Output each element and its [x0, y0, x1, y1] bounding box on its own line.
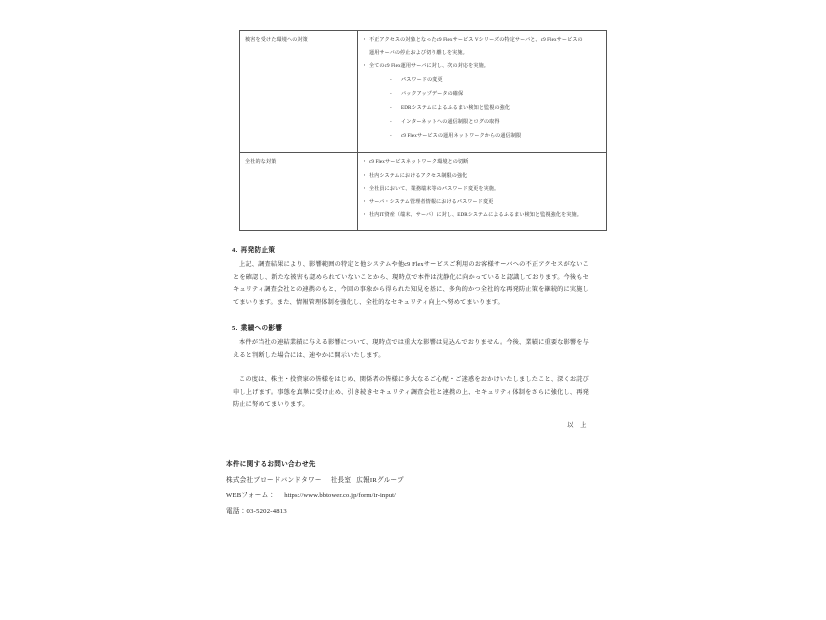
bullet-item: ・ c9 Flexサービスネットワーク環境との切断 [363, 158, 602, 168]
bullet-item: ・ 不正アクセスの対象となったc9 Flexサービス Vシリーズの特定サーバと、c9 Flexサービスの [363, 36, 602, 46]
bullet-item: ・ 全社員において、業務端末等のパスワード変更を実施。 [363, 185, 602, 195]
section-heading [232, 244, 597, 254]
table-row [240, 153, 607, 231]
contact-web-label: WEBフォーム： [226, 492, 276, 500]
contact-block [226, 462, 556, 524]
contact-company-line [226, 478, 556, 485]
table-row-label: 全社的な対策 [245, 159, 277, 166]
bullet-list [363, 158, 602, 220]
bullet-item: ・ サーバ・システム管理者情報におけるパスワード変更 [363, 198, 602, 208]
contact-title: 本件に関するお問い合わせ先 [226, 461, 316, 468]
measures-table [239, 30, 607, 231]
section-paragraph: 本件が当社の連結業績に与える影響について、現時点では重大な影響は見込んでおりません。今後、業績に重要な影響を与えると判断した場合には、速やかに開示いたします。 [233, 339, 589, 359]
section-number: 4. [232, 247, 238, 255]
sub-bullet-item: - インターネットへの通信制限とログの取得 [401, 118, 602, 128]
document-content [225, 30, 597, 429]
bullet-item: ・ 社内システムにおけるアクセス制限の強化 [363, 172, 602, 182]
section-title: 業績への影響 [240, 325, 283, 333]
section-prevention [225, 244, 597, 309]
contact-company: 株式会社ブロードバンドタワー [226, 476, 322, 484]
section-title: 再発防止策 [240, 247, 276, 255]
table-row-label-cell [240, 31, 358, 153]
section-number: 5. [232, 325, 238, 333]
contact-group: 広報IRグループ [356, 476, 404, 484]
sub-bullet-item: - EDRシステムによるふるまい検知と監視の強化 [401, 104, 602, 114]
table-row-label-cell [240, 153, 358, 231]
sub-bullet-item: - パスワードの変更 [401, 76, 602, 86]
sub-bullet-list [363, 76, 602, 142]
contact-department: 社長室 [330, 476, 352, 484]
sub-bullet-item: - c9 Flexサービスの運用ネットワークからの通信制限 [401, 132, 602, 142]
sub-bullet-item: - バックアップデータの確保 [401, 90, 602, 100]
table-row-body-cell [358, 31, 607, 153]
section-paragraph: 上記、調査結果により、影響範囲の特定と他システムや他c9 Flexサービスご利用のお客様サーバへの不正アクセスがないことを確認し、新たな被害も認められていないことから、現時点で本件は沈静化に向かっていると認識しております。今後もセキュリティ調査会社との連携のもと、今回の事象から得られた知見を基に、多角的かつ全社的な再発防止策を継続的に実施してまいります。また、情報管理体制を強化し、全社的なセキュリティ向上へ努めてまいります。 [233, 261, 589, 306]
table-row-body-cell [358, 153, 607, 231]
bullet-item-continuation: 運用サーバの停止および切り離しを実施。 [369, 50, 468, 57]
bullet-item: ・ 社内IT資産（端末、サーバ）に対し、EDRシステムによるふるまい検知と監視強化を実施。 [363, 211, 602, 221]
apology-paragraph: この度は、株主・投資家の皆様をはじめ、関係者の皆様に多大なるご心配・ご迷惑をおかけいたしましたこと、深くお詫び申し上げます。事態を真摯に受け止め、引き続きセキュリティ調査会社と連携の上、セキュリティ体制をさらに強化し、再発防止に努めてまいります。 [233, 376, 589, 409]
contact-phone: 電話：03-5202-4813 [226, 507, 287, 515]
signoff: 以 上 [567, 421, 589, 429]
bullet-list [363, 36, 602, 72]
table-row [240, 31, 607, 153]
contact-web-line [226, 493, 556, 500]
section-heading [232, 322, 597, 332]
table-row-label: 被害を受けた環境への対策 [245, 37, 308, 43]
section-business-impact [225, 322, 597, 429]
bullet-item: ・ 全てのc9 Flex運用サーバに対し、次の対応を実施。 [363, 62, 602, 72]
contact-web-url[interactable]: https://www.bbtower.co.jp/form/ir-input/ [284, 492, 396, 500]
